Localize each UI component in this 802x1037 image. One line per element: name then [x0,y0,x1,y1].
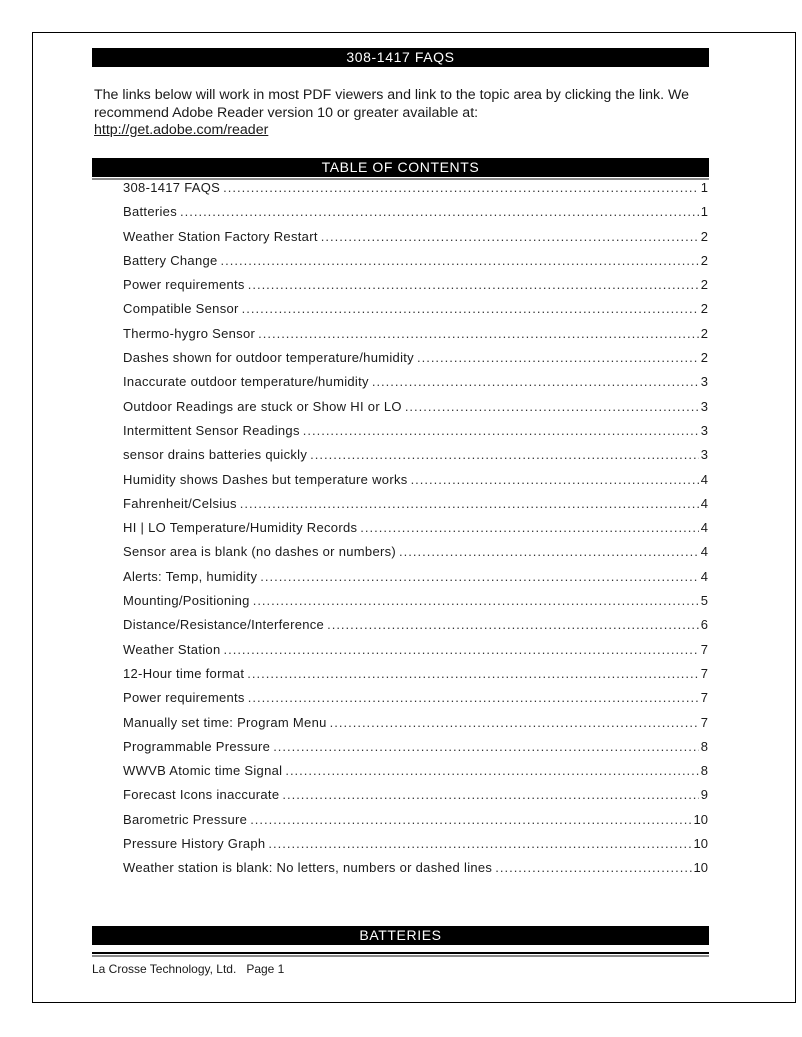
toc-entry[interactable] [123,715,708,739]
toc-entry[interactable] [123,472,708,496]
toc-entry[interactable] [123,399,708,423]
toc-dot-leader [247,666,698,681]
toc-entry[interactable] [123,253,708,277]
toc-entry-title: Sensor area is blank (no dashes or numbers) [123,544,397,560]
toc-entry-title: Programmable Pressure [123,738,271,754]
toc-entry[interactable] [123,204,708,228]
toc-entry-page-number: 10 [693,860,708,876]
toc-entry-title: HI | LO Temperature/Humidity Records [123,520,358,536]
toc-entry-title: Power requirements [123,277,245,293]
toc-entry[interactable] [123,593,708,617]
batteries-section-bar: BATTERIES [92,926,709,945]
toc-dot-leader [223,642,698,657]
toc-entry-title: WWVB Atomic time Signal [123,763,283,779]
toc-entry[interactable] [123,690,708,714]
toc-dot-leader [417,350,699,365]
toc-entry-title: Manually set time: Program Menu [123,714,327,730]
toc-entry-title: Power requirements [123,690,245,706]
toc-entry-page-number: 10 [693,836,708,852]
toc-entry[interactable] [123,836,708,860]
toc-entry-title: Weather Station [123,641,221,657]
toc-entry-page-number: 7 [700,665,708,681]
toc-dot-leader [330,715,699,730]
toc-entry-title: Intermittent Sensor Readings [123,422,300,438]
toc-entry-title: Alerts: Temp, humidity [123,568,258,584]
toc-entry[interactable] [123,763,708,787]
toc-entry-title: Forecast Icons inaccurate [123,787,280,803]
toc-dot-leader [248,690,699,705]
toc-entry[interactable] [123,520,708,544]
toc-entry[interactable] [123,739,708,763]
toc-dot-leader [303,423,699,438]
toc-dot-leader [273,739,699,754]
toc-entry-title: Pressure History Graph [123,836,266,852]
footer-rule [92,952,709,954]
toc-dot-leader [250,812,691,827]
toc-entry-page-number: 4 [700,495,708,511]
toc-entry-page-number: 9 [700,787,708,803]
toc-dot-leader [360,520,698,535]
toc-dot-leader [372,374,699,389]
toc-entry-page-number: 2 [700,301,708,317]
toc-entry[interactable] [123,326,708,350]
table-of-contents [123,180,708,885]
toc-entry-title: Compatible Sensor [123,301,239,317]
toc-entry-title: Humidity shows Dashes but temperature works [123,471,408,487]
toc-entry-title: Dashes shown for outdoor temperature/humidity [123,350,414,366]
toc-entry-page-number: 3 [700,398,708,414]
toc-entry-title: Weather Station Factory Restart [123,228,318,244]
toc-entry-page-number: 5 [700,593,708,609]
toc-dot-leader [248,277,699,292]
intro-paragraph [94,87,706,140]
toc-entry[interactable] [123,423,708,447]
toc-dot-leader [282,787,698,802]
toc-dot-leader [253,593,699,608]
toc-entry-title: Thermo-hygro Sensor [123,325,256,341]
toc-entry-page-number: 3 [700,422,708,438]
toc-entry-page-number: 4 [700,520,708,536]
toc-dot-leader [495,860,691,875]
toc-entry-page-number: 2 [700,350,708,366]
toc-entry-page-number: 3 [700,447,708,463]
toc-dot-leader [180,204,699,219]
toc-dot-leader [399,544,699,559]
toc-entry-title: sensor drains batteries quickly [123,447,308,463]
toc-entry-page-number: 1 [700,204,708,220]
toc-entry-page-number: 3 [700,374,708,390]
toc-dot-leader [268,836,691,851]
toc-entry-title: Battery Change [123,252,218,268]
toc-entry[interactable] [123,277,708,301]
toc-entry-page-number: 1 [700,180,708,195]
toc-dot-leader [223,180,699,195]
toc-entry-page-number: 7 [700,714,708,730]
toc-entry-title: Outdoor Readings are stuck or Show HI or LO [123,398,402,414]
toc-entry-page-number: 7 [700,690,708,706]
toc-entry[interactable] [123,447,708,471]
toc-entry-title: Weather station is blank: No letters, numbers or dashed lines [123,860,493,876]
toc-entry[interactable] [123,544,708,568]
adobe-reader-link[interactable]: http://get.adobe.com/reader [94,122,269,138]
toc-entry-page-number: 2 [700,325,708,341]
toc-entry-title: 12-Hour time format [123,665,245,681]
toc-heading-bar: TABLE OF CONTENTS [92,158,709,177]
toc-entry-page-number: 2 [700,228,708,244]
toc-entry-page-number: 8 [700,763,708,779]
toc-entry[interactable] [123,374,708,398]
toc-entry[interactable] [123,787,708,811]
toc-entry[interactable] [123,496,708,520]
toc-entry-page-number: 10 [693,811,708,827]
toc-entry-page-number: 8 [700,738,708,754]
toc-dot-leader [258,326,699,341]
toc-entry-page-number: 4 [700,544,708,560]
toc-entry-page-number: 4 [700,471,708,487]
toc-entry-title: Barometric Pressure [123,811,248,827]
page-footer [92,952,709,976]
toc-dot-leader [221,253,699,268]
toc-dot-leader [310,447,699,462]
toc-entry[interactable] [123,812,708,836]
toc-dot-leader [242,301,699,316]
toc-entry-title: Inaccurate outdoor temperature/humidity [123,374,369,390]
toc-entry[interactable] [123,229,708,253]
toc-entry-title: Batteries [123,204,178,220]
toc-entry-page-number: 4 [700,568,708,584]
toc-entry[interactable] [123,617,708,641]
toc-entry-page-number: 6 [700,617,708,633]
toc-dot-leader [260,569,699,584]
toc-entry[interactable] [123,301,708,325]
toc-dot-leader [321,229,699,244]
toc-entry-page-number: 7 [700,641,708,657]
toc-entry-title: Distance/Resistance/Interference [123,617,325,633]
intro-text: The links below will work in most PDF viewers and link to the topic area by clicking the link. We recommend Adobe Reader version 10 or greater available at: [94,87,690,121]
toc-entry[interactable] [123,666,708,690]
toc-dot-leader [327,617,699,632]
toc-entry-page-number: 2 [700,252,708,268]
toc-entry-page-number: 2 [700,277,708,293]
footer-rule-secondary [92,955,709,957]
toc-entry[interactable] [123,860,708,884]
toc-entry[interactable] [123,569,708,593]
faq-title-bar: 308-1417 FAQS [92,48,709,67]
footer-text: La Crosse Technology, Ltd. Page 1 [92,962,285,976]
toc-entry[interactable] [123,180,708,204]
toc-dot-leader [240,496,699,511]
toc-entry-title: Mounting/Positioning [123,593,250,609]
toc-entry[interactable] [123,350,708,374]
toc-entry-title: 308-1417 FAQS [123,180,221,195]
toc-dot-leader [285,763,698,778]
toc-dot-leader [405,399,699,414]
toc-dot-leader [411,472,699,487]
toc-entry-title: Fahrenheit/Celsius [123,495,237,511]
toc-entry[interactable] [123,642,708,666]
